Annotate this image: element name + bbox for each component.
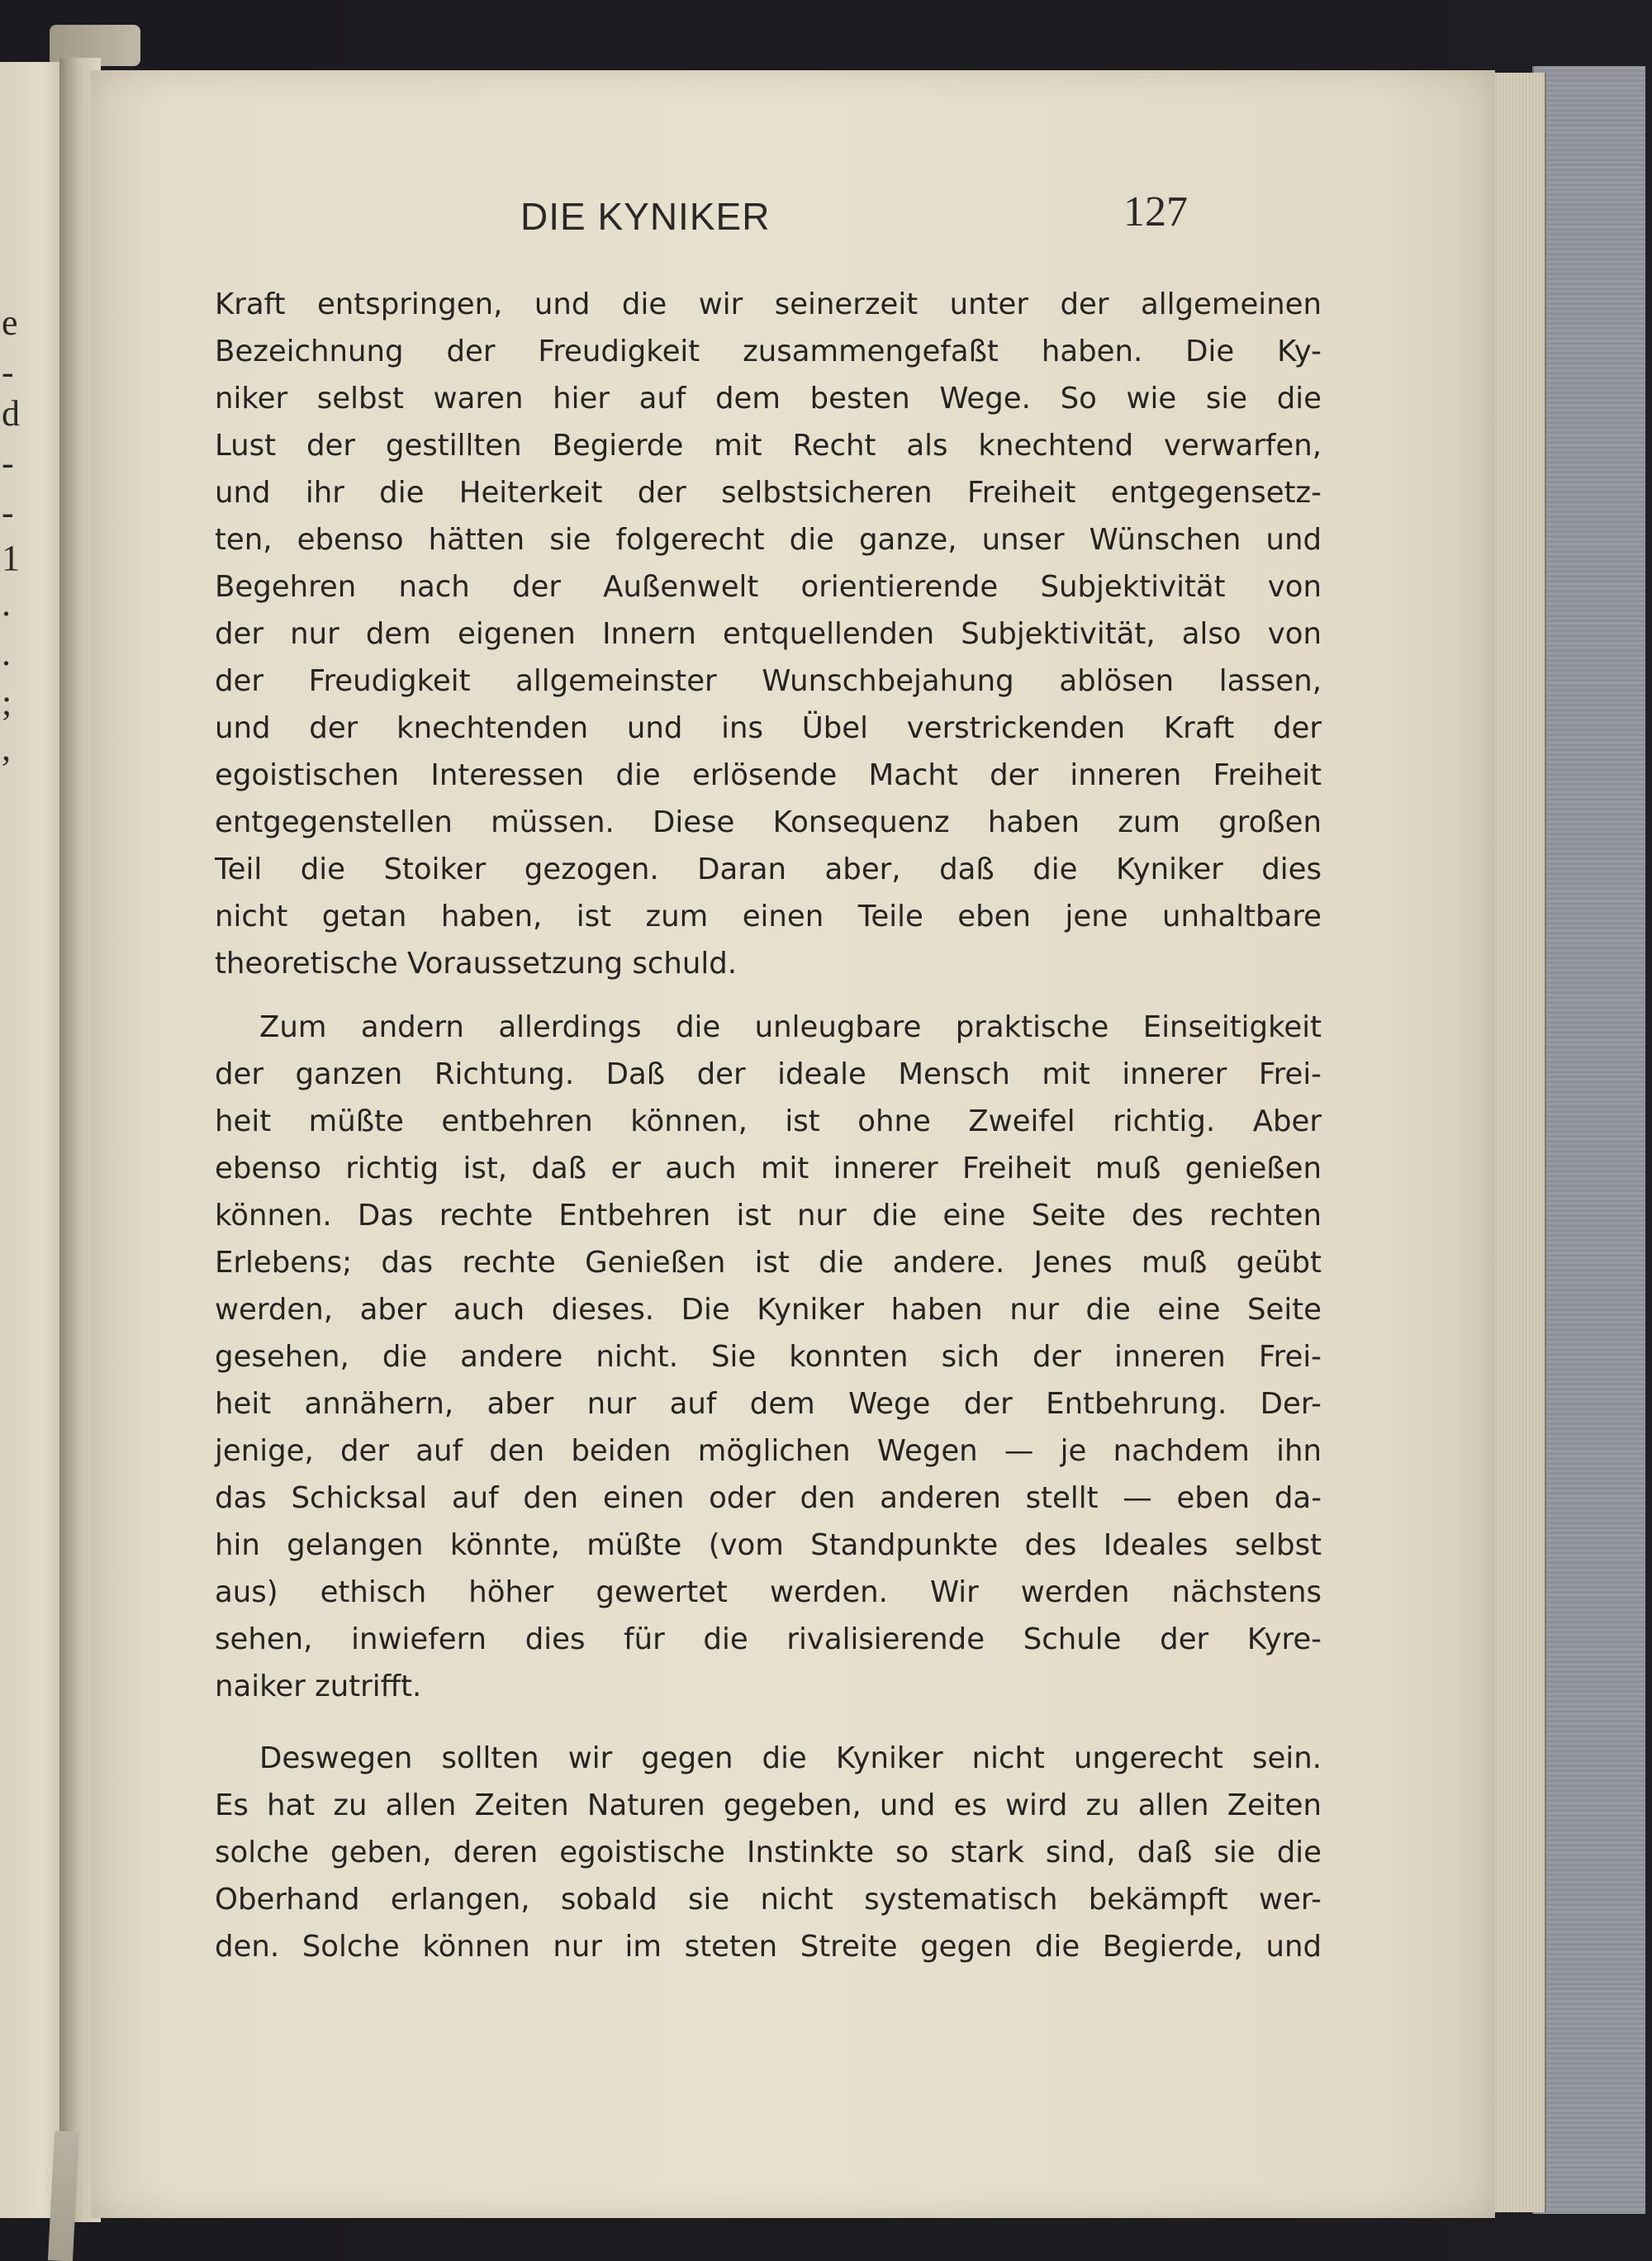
text-line: den. Solche können nur im steten Streite gegen die Begierde, und — [215, 1930, 1322, 1964]
text-line: ebenso richtig ist, daß er auch mit innerer Freiheit muß genießen — [215, 1152, 1322, 1185]
text-line: der Freudigkeit allgemeinster Wunschbejahung ablösen lassen, — [215, 664, 1322, 698]
paragraph — [215, 1735, 1322, 1970]
left-fragment: . — [2, 633, 11, 673]
text-line: und der knechtenden und ins Übel verstrickenden Kraft der — [215, 711, 1322, 745]
left-fragment: ; — [2, 682, 12, 723]
text-line: können. Das rechte Entbehren ist nur die eine Seite des rechten — [215, 1199, 1322, 1233]
left-fragment: - — [2, 352, 14, 392]
cloth-cover — [1532, 66, 1645, 2214]
text-line: Lust der gestillten Begierde mit Recht als knechtend verwarfen, — [215, 429, 1322, 463]
text-line: Bezeichnung der Freudigkeit zusammengefaßt haben. Die Ky- — [215, 335, 1322, 368]
left-page-edge — [0, 62, 62, 2218]
text-line: und ihr die Heiterkeit der selbstsicheren Freiheit entgegensetz- — [215, 476, 1322, 510]
left-fragment: , — [2, 728, 11, 768]
left-fragment: . — [2, 583, 11, 624]
book-page — [91, 70, 1495, 2218]
paragraph — [215, 1004, 1322, 1710]
text-line: entgegenstellen müssen. Diese Konsequenz haben zum großen — [215, 805, 1322, 839]
text-line: heit annähern, aber nur auf dem Wege der Entbehrung. Der- — [215, 1387, 1322, 1421]
text-line: Deswegen sollten wir gegen die Kyniker nicht ungerecht sein. — [259, 1741, 1322, 1775]
body-text — [215, 281, 1322, 1970]
text-line: theoretische Voraussetzung schuld. — [215, 947, 738, 981]
text-line: Oberhand erlangen, sobald sie nicht systematisch bekämpft wer- — [215, 1883, 1322, 1917]
left-fragment: 1 — [2, 538, 20, 578]
running-head — [91, 188, 1495, 260]
text-line: Begehren nach der Außenwelt orientierende Subjektivität von — [215, 570, 1322, 604]
text-line: hin gelangen könnte, müßte (vom Standpunkte des Ideales selbst — [215, 1528, 1322, 1562]
text-line: heit müßte entbehren können, ist ohne Zweifel richtig. Aber — [215, 1104, 1322, 1138]
text-line: jenige, der auf den beiden möglichen Wegen — je nachdem ihn — [215, 1434, 1322, 1468]
text-line: naiker zutrifft. — [215, 1670, 422, 1703]
paragraph — [215, 281, 1322, 987]
text-line: werden, aber auch dieses. Die Kyniker haben nur die eine Seite — [215, 1293, 1322, 1327]
chapter-title: DIE KYNIKER — [520, 195, 771, 238]
left-fragment: - — [2, 443, 14, 483]
text-line: Zum andern allerdings die unleugbare praktische Einseitigkeit — [259, 1010, 1322, 1044]
left-fragment: e — [2, 302, 18, 343]
text-line: sehen, inwiefern dies für die rivalisierende Schule der Kyre- — [215, 1622, 1322, 1656]
text-line: der nur dem eigenen Innern entquellenden Subjektivität, also von — [215, 617, 1322, 651]
left-fragment: - — [2, 492, 14, 533]
text-line: gesehen, die andere nicht. Sie konnten sich der inneren Frei- — [215, 1340, 1322, 1374]
page-number: 127 — [1123, 188, 1188, 235]
text-line: Es hat zu allen Zeiten Naturen gegeben, und es wird zu allen Zeiten — [215, 1788, 1322, 1822]
text-line: solche geben, deren egoistische Instinkte so stark sind, daß sie die — [215, 1836, 1322, 1869]
text-line: Teil die Stoiker gezogen. Daran aber, daß die Kyniker dies — [215, 853, 1322, 886]
text-line: niker selbst waren hier auf dem besten Wege. So wie sie die — [215, 382, 1322, 416]
text-line: das Schicksal auf den einen oder den anderen stellt — eben da- — [215, 1481, 1322, 1515]
text-line: der ganzen Richtung. Daß der ideale Mensch mit innerer Frei- — [215, 1057, 1322, 1091]
text-line: Erlebens; das rechte Genießen ist die andere. Jenes muß geübt — [215, 1246, 1322, 1280]
text-line: egoistischen Interessen die erlösende Macht der inneren Freiheit — [215, 758, 1322, 792]
left-fragment: d — [2, 393, 20, 434]
text-line: nicht getan haben, ist zum einen Teile eben jene unhaltbare — [215, 900, 1322, 933]
text-line: ten, ebenso hätten sie folgerecht die ganze, unser Wünschen und — [215, 523, 1322, 557]
text-line: aus) ethisch höher gewertet werden. Wir werden nächstens — [215, 1575, 1322, 1609]
text-line: Kraft entspringen, und die wir seinerzeit unter der allgemeinen — [215, 287, 1322, 321]
